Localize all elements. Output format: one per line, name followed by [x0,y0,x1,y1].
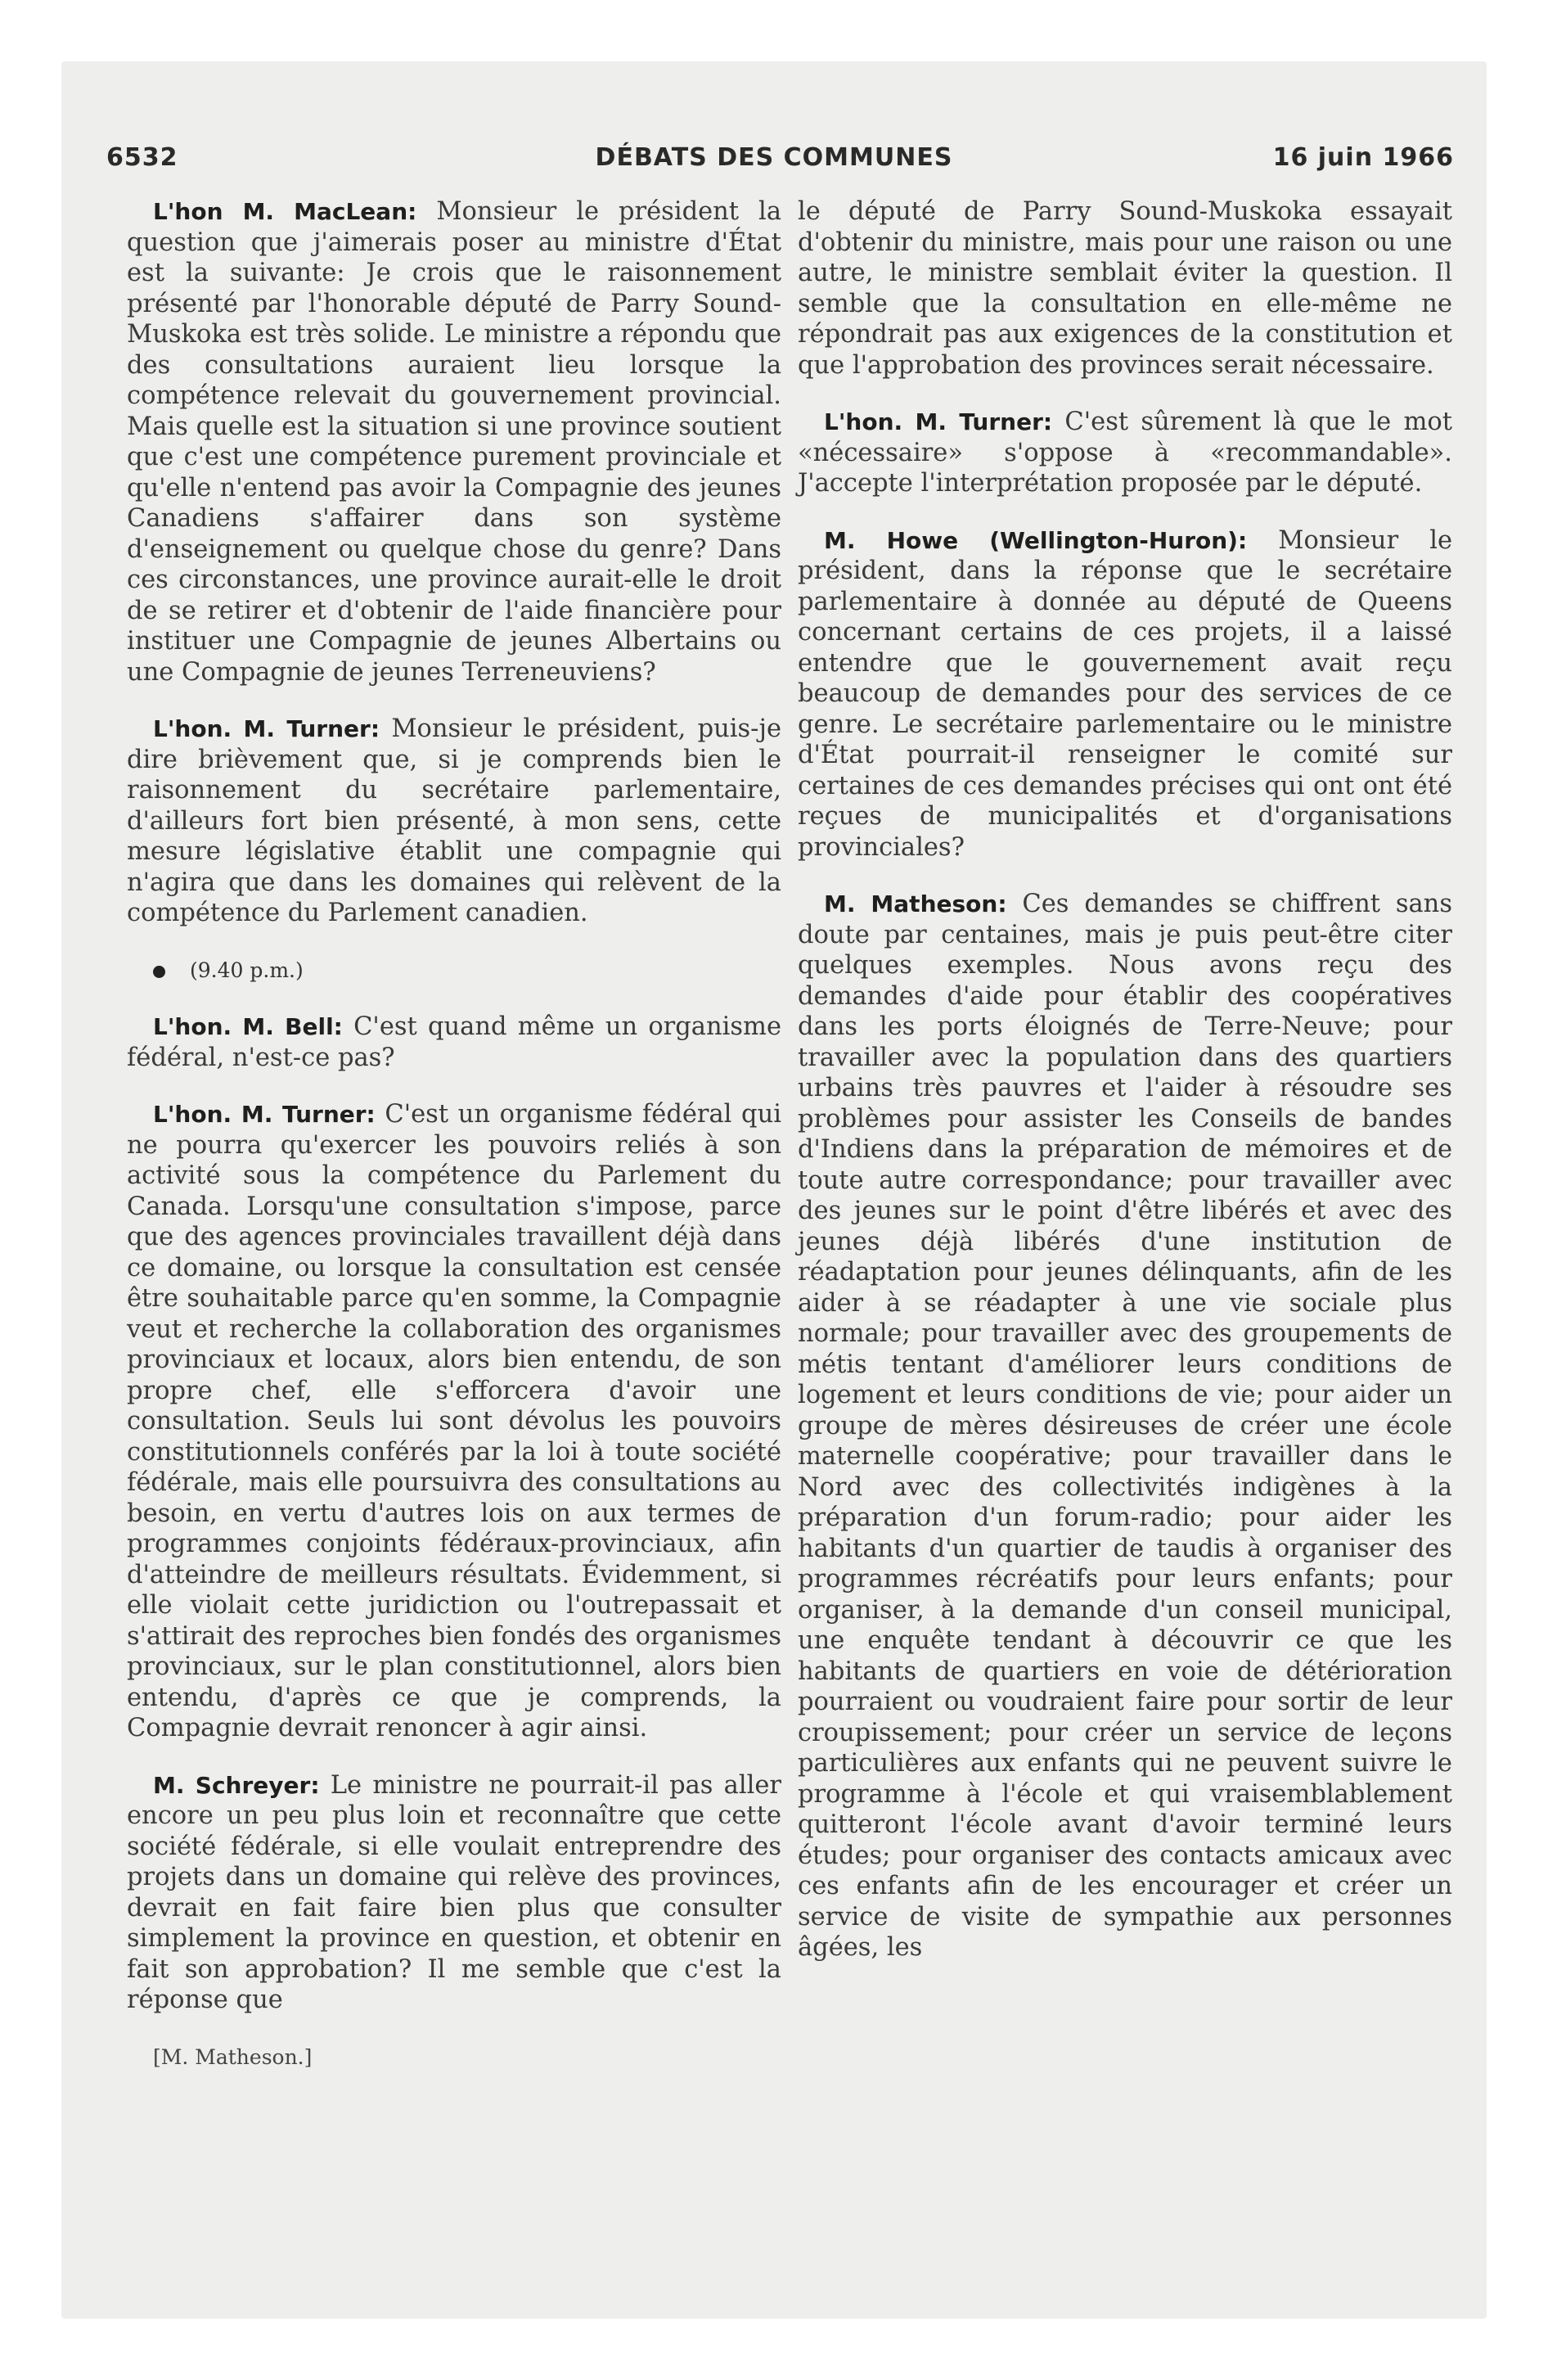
speech-text: Monsieur le président la question que j'aimerais poser au ministre d'État est la suivante: Je crois que le raisonnement présenté par l'honorable député de Parry Sound-Muskoka est très solide. Le ministre a répondu que des consultations auraient lieu lorsque la compétence relevait du gouvernement provincial. Mais quelle est la situation si une province soutient que c'est une compétence purement provinciale et qu'elle n'entend pas avoir la Compagnie des jeunes Canadiens s'affairer dans son système d'enseignement ou quelque chose du genre? Dans ces circonstances, une province aurait-elle le droit de se retirer et d'obtenir de l'aide financière pour instituer une Compagnie de jeunes Albertains ou une Compagnie de jeunes Terreneuviens? [127,197,781,687]
page-header [61,143,1487,184]
speaker-name: L'hon. M. Bell: [153,1013,343,1040]
paragraph-turner-1 [127,714,781,929]
publication-date: 16 juin 1966 [1272,143,1454,172]
speaker-name: M. Matheson: [824,890,1007,917]
speech-text: C'est quand même un organisme fédéral, n'est-ce pas? [127,1012,781,1072]
speech-text: Le ministre ne pourrait-il pas aller encore un peu plus loin et reconnaître que cette société fédérale, si elle voulait entreprendre des projets dans un domaine qui relève des provinces, devrait en fait faire bien plus que consulter simplement la province en question, et obtenir en fait son approbation? Il me semble que c'est la réponse que [127,1770,781,2014]
time-marker [127,955,781,986]
page-footer-note: [M. Matheson.] [153,2044,313,2069]
time-text: (9.40 p.m.) [190,958,304,982]
page-number: 6532 [106,143,178,172]
publication-title: DÉBATS DES COMMUNES [595,143,953,172]
bullet-icon [153,966,165,978]
speaker-name: M. Schreyer: [153,1771,320,1799]
paragraph-bell [127,1012,781,1073]
left-column [127,196,781,2098]
speech-text: Monsieur le président, puis-je dire brièvement que, si je comprends bien le raisonnement du secrétaire parlementaire, d'ailleurs fort bien présenté, à mon sens, cette mesure législative établit une compagnie qui n'agira que dans les domaines qui relèvent de la compétence du Parlement canadien. [127,714,781,927]
document-page [61,61,1487,2319]
right-column [798,196,1452,1990]
speech-text: C'est un organisme fédéral qui ne pourra qu'exercer les pouvoirs reliés à son activité sous la compétence du Parlement du Canada. Lorsqu'une consultation s'impose, parce que des agences provinciales travaillent déjà dans ce domaine, ou lorsque la consultation est censée être souhaitable parce qu'en somme, la Compagnie veut et recherche la collaboration des organismes provinciaux et locaux, alors bien entendu, de son propre chef, elle s'efforcera d'avoir une consultation. Seuls lui sont dévolus les pouvoirs constitutionnels conférés par la loi à toute société fédérale, mais elle poursuivra des consultations au besoin, en vertu d'autres lois on aux termes de programmes conjoints fédéraux-provinciaux, afin d'atteindre de meilleurs résultats. Évidemment, si elle violait cette juridiction ou l'outrepassait et s'attirait des reproches bien fondés des organismes provinciaux, sur le plan constitutionnel, alors bien entendu, d'après ce que je comprends, la Compagnie devrait renoncer à agir ainsi. [127,1100,781,1742]
paragraph-continuation: le député de Parry Sound-Muskoka essayait d'obtenir du ministre, mais pour une raison ou une autre, le ministre semblait éviter la question. Il semble que la consultation en elle-même ne répondrait pas aux exigences de la constitution et que l'approbation des provinces serait nécessaire. [798,197,1452,380]
speaker-name: M. Howe (Wellington-Huron): [824,526,1248,554]
speaker-name: L'hon M. MacLean: [153,198,417,225]
speaker-name: L'hon. M. Turner: [153,715,380,742]
speaker-name: L'hon. M. Turner: [824,408,1053,435]
paragraph-schreyer [127,1770,781,2016]
speech-text: C'est sûrement là que le mot «nécessaire» s'oppose à «recommandable». J'accepte l'interprétation proposée par le député. [798,408,1452,498]
speech-text: Ces demandes se chiffrent sans doute par centaines, mais je puis peut-être citer quelques exemples. Nous avons reçu des demandes d'aide pour établir des coopératives dans les ports éloignés de Terre-Neuve; pour travailler avec la population dans des quartiers urbains très pauvres et l'aider à résoudre ses problèmes pour assister les Conseils de bandes d'Indiens dans la préparation de mémoires et de toute autre correspondance; pour travailler avec des jeunes sur le point d'être libérés et avec des jeunes déjà libérés d'une institution de réadaptation pour jeunes délinquants, afin de les aider à se réadapter à une vie sociale plus normale; pour travailler avec des groupements de métis tentant d'améliorer leurs conditions de logement et leurs conditions de vie; pour aider un groupe de mères désireuses de créer une école maternelle coopérative; pour travailler dans le Nord avec des collectivités indigènes à la préparation d'un forum-radio; pour aider les habitants d'un quartier de taudis à organiser des programmes récréatifs pour leurs enfants; pour organiser, à la demande d'un conseil municipal, une enquête tendant à découvrir ce que les habitants de quartiers en voie de détérioration pourraient ou voudraient faire pour sortir de leur croupissement; pour créer un service de leçons particulières aux enfants qui ne peuvent suivre le programme à l'école et qui vraisemblablement quitteront l'école avant d'avoir terminé leurs études; pour organiser des contacts amicaux avec ces enfants afin de les encourager et créer un service de visite de sympathie aux personnes âgées, les [798,890,1452,1962]
paragraph-turner-3 [798,407,1452,499]
paragraph-maclean [127,196,781,687]
speech-text: Monsieur le président, dans la réponse que le secrétaire parlementaire à donnée au député de Queens concernant certains de ces projets, il a laissé entendre que le gouvernement avait reçu beaucoup de demandes pour des services de ce genre. Le secrétaire parlementaire ou le ministre d'État pourrait-il renseigner le comité sur certaines de ces demandes précises qui ont ont été reçues de municipalités et d'organisations provinciales? [798,525,1452,862]
speaker-name: L'hon. M. Turner: [153,1101,376,1128]
paragraph-turner-2 [127,1099,781,1744]
paragraph-matheson [798,889,1452,1963]
paragraph-howe [798,525,1452,863]
